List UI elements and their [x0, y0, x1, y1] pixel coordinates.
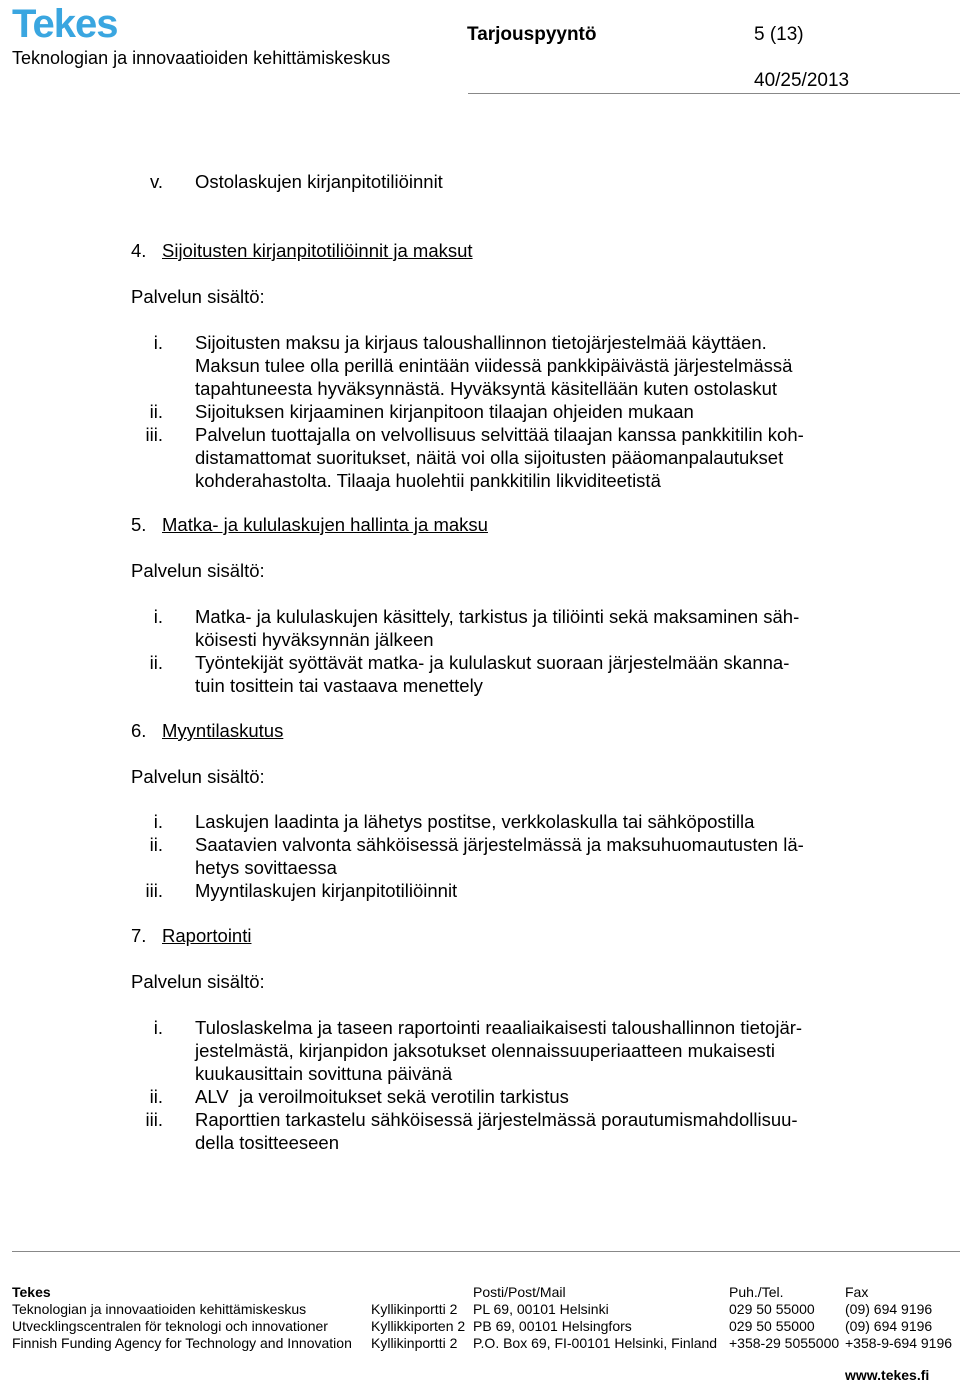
footer-phone-heading: Puh./Tel. [729, 1284, 784, 1300]
footer-fax: (09) 694 9196 [845, 1301, 933, 1317]
list-numeral: iii. [145, 424, 163, 445]
header-divider [468, 93, 960, 94]
header-org-name: Teknologian ja innovaatioiden kehittämiskeskus [12, 48, 391, 68]
footer-divider [12, 1251, 960, 1252]
list-numeral: iii. [145, 1109, 163, 1130]
list-numeral: i. [153, 332, 163, 353]
list-item-line: kohderahastolta. Tilaaja huolehtii pankkitilin likviditeetistä [195, 470, 661, 491]
list-item-line: hetys sovittaessa [195, 857, 337, 878]
section-number: 6. [131, 720, 147, 741]
footer-company-name: Tekes [12, 1284, 51, 1300]
footer-fax: +358-9-694 9196 [845, 1335, 953, 1351]
section-title: Myyntilaskutus [162, 720, 284, 741]
list-numeral: i. [153, 1017, 163, 1038]
list-item-line: Tuloslaskelma ja taseen raportointi reaaliaikaisesti taloushallinnon tietojär- [195, 1017, 803, 1038]
document-date: 40/25/2013 [754, 70, 850, 91]
list-item-line: Työntekijät syöttävät matka- ja kululaskut suoraan järjestelmään skanna- [195, 652, 790, 673]
list-item-line: tuin tosittein tai vastaava menettely [195, 675, 483, 696]
list-numeral: ii. [149, 1086, 163, 1107]
list-item-line: ALV ja veroilmoitukset sekä verotilin tarkistus [195, 1086, 569, 1107]
footer-street: Kyllikinportti 2 [371, 1301, 458, 1317]
list-item-line: Myyntilaskujen kirjanpitotiliöinnit [195, 880, 458, 901]
list-item-line: jestelmästä, kirjanpidon jaksotukset olennaissuuperiaatteen mukaisesti [195, 1040, 775, 1061]
footer-phone: 029 50 55000 [729, 1301, 815, 1317]
footer-postal-heading: Posti/Post/Mail [473, 1284, 566, 1300]
section-title: Matka- ja kululaskujen hallinta ja maksu [162, 514, 488, 535]
footer-phone: +358-29 5055000 [729, 1335, 840, 1351]
footer-postal: P.O. Box 69, FI-00101 Helsinki, Finland [473, 1335, 718, 1351]
list-numeral: i. [153, 606, 163, 627]
section-number: 7. [131, 925, 147, 946]
page-number: 5 (13) [754, 24, 804, 45]
footer-name: Teknologian ja innovaatioiden kehittämiskeskus [12, 1301, 307, 1317]
list-item-line: köisesti hyväksynnän jälkeen [195, 629, 434, 650]
section-label: Palvelun sisältö: [131, 766, 265, 787]
section-label: Palvelun sisältö: [131, 560, 265, 581]
list-numeral: ii. [149, 401, 163, 422]
list-item-line: tapahtuneesta hyväksynnästä. Hyväksyntä käsitellään kuten ostolaskut [195, 378, 778, 399]
section-number: 4. [131, 240, 147, 261]
footer-fax-heading: Fax [845, 1284, 869, 1300]
list-numeral: ii. [149, 652, 163, 673]
footer-fax: (09) 694 9196 [845, 1318, 933, 1334]
section-label: Palvelun sisältö: [131, 971, 265, 992]
section-number: 5. [131, 514, 147, 535]
list-numeral: iii. [145, 880, 163, 901]
list-item-line: Laskujen laadinta ja lähetys postitse, verkkolaskulla tai sähköpostilla [195, 811, 755, 832]
list-item-text: Ostolaskujen kirjanpitotiliöinnit [195, 171, 443, 192]
list-item-line: Raporttien tarkastelu sähköisessä järjestelmässä porautumismahdollisuu- [195, 1109, 798, 1130]
footer-postal: PB 69, 00101 Helsingfors [473, 1318, 632, 1334]
list-item-line: della tositteeseen [195, 1132, 339, 1153]
section-title: Raportointi [162, 925, 252, 946]
list-numeral: ii. [149, 834, 163, 855]
list-item-line: kuukausittain sovittuna päivänä [195, 1063, 453, 1084]
list-item-line: Maksun tulee olla perillä enintään viidessä pankkipäivästä järjestelmässä [195, 355, 793, 376]
footer-postal: PL 69, 00101 Helsinki [473, 1301, 609, 1317]
list-item-line: Palvelun tuottajalla on velvollisuus selvittää tilaajan kanssa pankkitilin koh- [195, 424, 804, 445]
section-label: Palvelun sisältö: [131, 286, 265, 307]
section-title: Sijoitusten kirjanpitotiliöinnit ja maksut [162, 240, 473, 261]
list-item-line: Sijoitusten maksu ja kirjaus taloushallinnon tietojärjestelmää käyttäen. [195, 332, 767, 353]
tekes-logo: Tekes [12, 2, 118, 46]
list-numeral: i. [153, 811, 163, 832]
document-title: Tarjouspyyntö [467, 24, 597, 45]
list-numeral: v. [149, 171, 163, 192]
list-item-line: distamattomat suoritukset, näitä voi olla sijoitusten pääomanpalautukset [195, 447, 784, 468]
footer-phone: 029 50 55000 [729, 1318, 815, 1334]
footer-street: Kyllikinportti 2 [371, 1335, 458, 1351]
footer-website-link[interactable]: www.tekes.fi [845, 1367, 930, 1383]
footer-street: Kyllikkiporten 2 [371, 1318, 466, 1334]
list-item-line: Sijoituksen kirjaaminen kirjanpitoon tilaajan ohjeiden mukaan [195, 401, 694, 422]
footer-name: Finnish Funding Agency for Technology and Innovation [12, 1335, 352, 1351]
footer-name: Utvecklingscentralen för teknologi och innovationer [12, 1318, 328, 1334]
list-item-line: Matka- ja kululaskujen käsittely, tarkistus ja tiliöinti sekä maksaminen säh- [195, 606, 800, 627]
list-item-line: Saatavien valvonta sähköisessä järjestelmässä ja maksuhuomautusten lä- [195, 834, 804, 855]
